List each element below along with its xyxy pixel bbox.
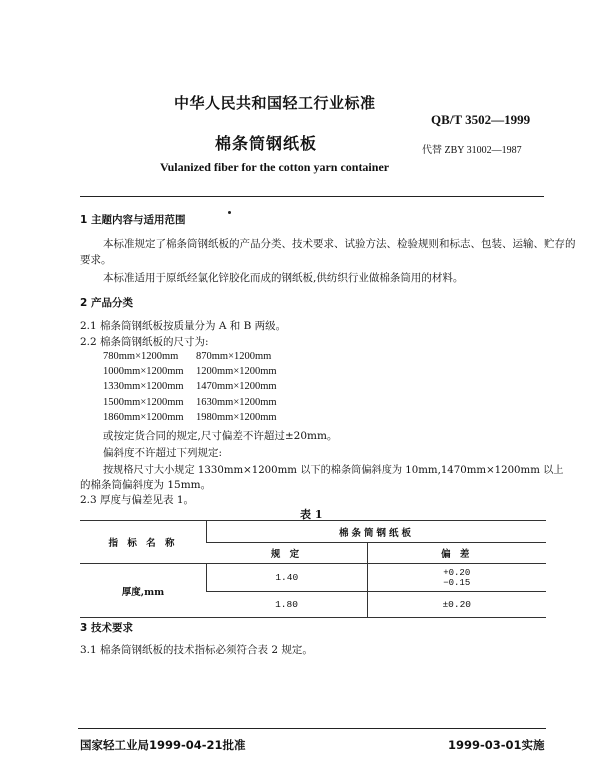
col-dev-header: 偏 差 (367, 543, 546, 564)
col-spec-header: 规 定 (207, 543, 368, 564)
issuing-organization: 中华人民共和国轻工行业标准 (174, 94, 376, 112)
section-1-para-1-line-1: 本标准规定了棉条筒钢纸板的产品分类、技术要求、试验方法、检验规则和标志、包装、运输、贮存的 (103, 238, 576, 250)
col-indicator-header: 指 标 名 称 (80, 521, 207, 564)
clause-2-3: 2.3 厚度与偏差见表 1。 (80, 494, 195, 506)
dev-cell (367, 564, 546, 592)
spec-cell: 1.40 (207, 564, 368, 592)
standard-number: QB/T 3502—1999 (431, 112, 531, 127)
size-list (103, 349, 277, 425)
effective-date: 1999-03-01实施 (448, 738, 545, 752)
size-cell: 870mm×1200mm (196, 351, 272, 362)
size-cell: 1630mm×1200mm (196, 396, 277, 408)
footer-rule (78, 728, 546, 729)
size-cell: 1860mm×1200mm (103, 411, 184, 423)
skew-line-2: 的棉条筒偏斜度为 15mm。 (80, 479, 212, 491)
dev-plus: +0.20 (443, 567, 471, 578)
size-cell: 1980mm×1200mm (196, 411, 277, 423)
header-rule (80, 196, 544, 197)
clause-3-1: 3.1 棉条筒钢纸板的技术指标必须符合表 2 规定。 (80, 644, 313, 656)
thickness-table (80, 520, 546, 618)
size-cell: 1000mm×1200mm (103, 366, 184, 378)
stray-mark (228, 211, 231, 214)
size-row (103, 364, 277, 379)
contract-note: 或按定货合同的规定,尺寸偏差不许超过±20mm。 (103, 430, 338, 442)
table-row (80, 564, 546, 592)
section-2-heading: 2 产品分类 (80, 297, 133, 309)
section-1-para-2: 本标准适用于原纸经氯化锌胶化而成的钢纸板,供纺织行业做棉条筒用的材料。 (103, 272, 464, 284)
english-title: Vulanized fiber for the cotton yarn container (160, 160, 390, 174)
dev-minus: −0.15 (443, 577, 471, 588)
dev-cell: ±0.20 (367, 592, 546, 618)
section-1-heading: 1 主题内容与适用范围 (80, 214, 186, 226)
clause-2-2: 2.2 棉条筒钢纸板的尺寸为: (80, 336, 209, 348)
size-row (103, 395, 277, 410)
size-row (103, 379, 277, 394)
table-caption: 表 1 (300, 508, 323, 521)
section-3-heading: 3 技术要求 (80, 622, 133, 634)
size-cell: 1500mm×1200mm (103, 396, 184, 408)
size-cell: 1330mm×1200mm (103, 381, 184, 393)
size-cell: 1200mm×1200mm (196, 366, 277, 378)
clause-2-1: 2.1 棉条筒钢纸板按质量分为 A 和 B 两级。 (80, 320, 287, 332)
approval-info: 国家轻工业局1999-04-21批准 (80, 738, 246, 752)
size-row (103, 349, 277, 364)
document-title: 棉条筒钢纸板 (215, 134, 318, 153)
size-cell: 1470mm×1200mm (196, 381, 277, 393)
section-1-para-1-line-2: 要求。 (80, 254, 112, 266)
size-row (103, 410, 277, 425)
row-label-thickness: 厚度,mm (80, 564, 207, 618)
group-header: 棉条筒钢纸板 (207, 521, 547, 543)
replaces-standard: 代替 ZBY 31002—1987 (422, 145, 522, 156)
size-cell: 780mm×1200mm (103, 351, 179, 362)
spec-cell: 1.80 (207, 592, 368, 618)
skew-line-1: 按规格尺寸大小规定 1330mm×1200mm 以下的棉条筒偏斜度为 10mm,1470mm×1200mm 以上 (103, 465, 564, 476)
skew-title: 偏斜度不许超过下列规定: (103, 447, 223, 459)
